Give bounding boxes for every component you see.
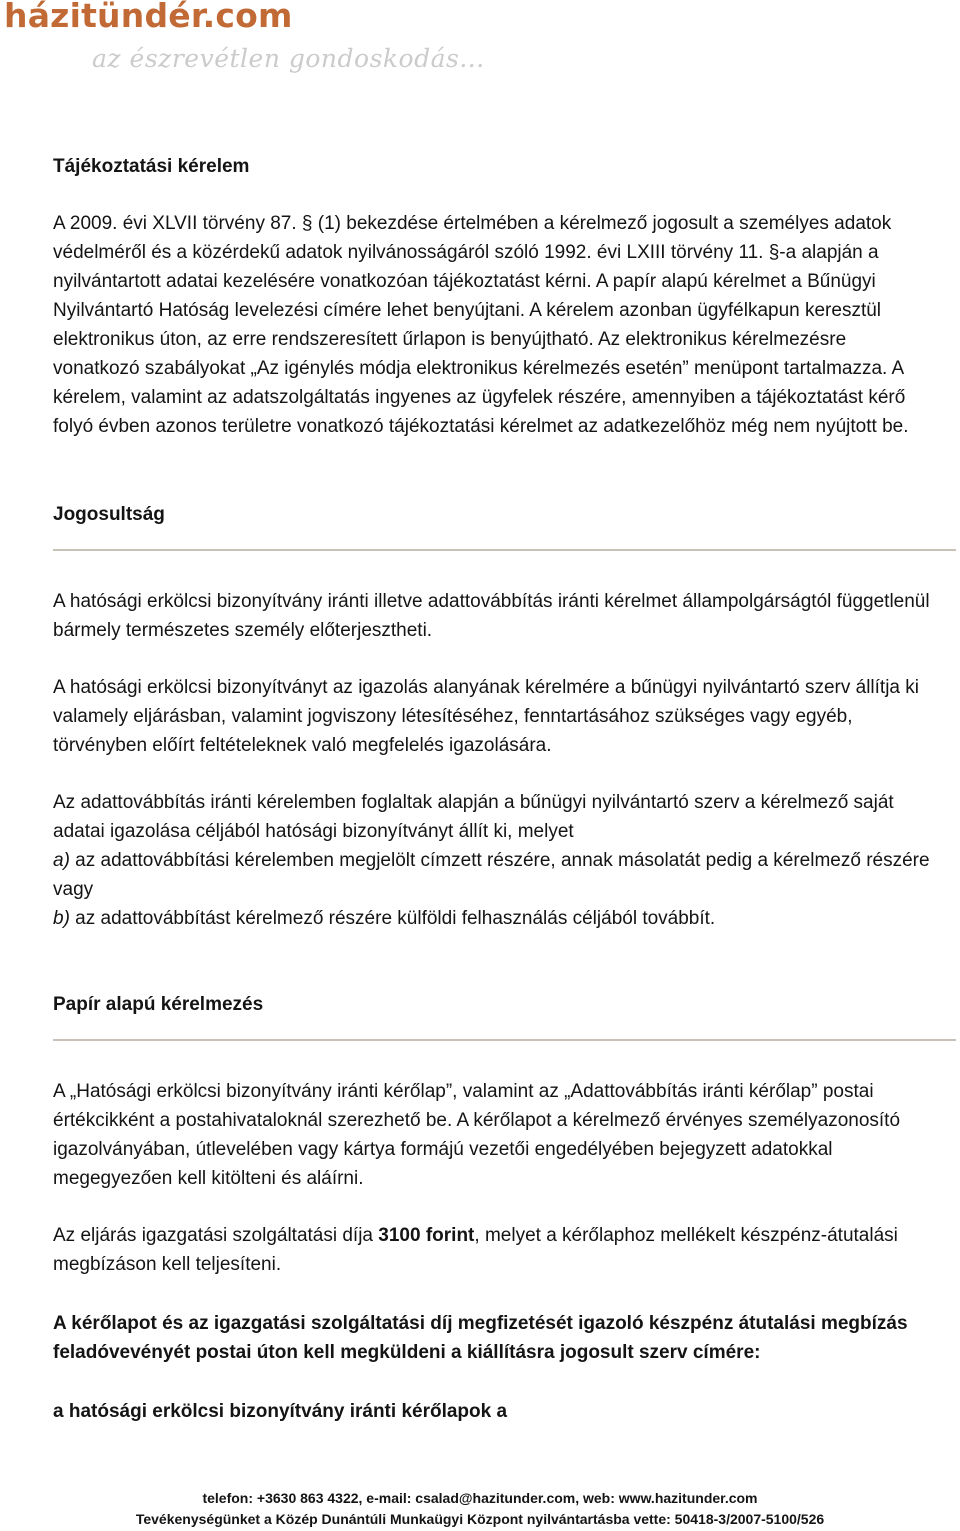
list-marker-b: b) — [53, 908, 70, 929]
fee-paragraph — [53, 1221, 933, 1279]
jogosultsag-paragraph-1: A hatósági erkölcsi bizonyítvány iránti illetve adattovábbítás iránti kérelmet állampolgárságtól függetlenül bármely természetes személy előterjesztheti. — [53, 591, 930, 641]
heading-jogosultsag: Jogosultság — [53, 504, 165, 525]
section-divider-1 — [53, 549, 956, 551]
mailing-address-lead: a hatósági erkölcsi bizonyítvány iránti kérőlapok a — [53, 1401, 508, 1422]
papir-paragraph-1: A „Hatósági erkölcsi bizonyítvány iránti kérőlap”, valamint az „Adattovábbítás iránti kérőlap” postai értékcikként a postahivataloknál szerezhető be. A kérőlapot a kérelmező érvényes személyazonosító igazolványában, útlevelében vagy kártya formájú vezetői engedélyében bejegyzett adatokkal megegyezően kell kitölteni és aláírni. — [53, 1081, 901, 1189]
brand-logo — [0, 0, 485, 80]
jogosultsag-paragraph-3 — [53, 788, 933, 933]
list-marker-a: a) — [53, 850, 70, 871]
list-item-a — [53, 846, 933, 904]
fee-amount: 3100 forint — [378, 1225, 475, 1246]
list-text-a: az adattovábbítási kérelemben megjelölt címzett részére, annak másolatát pedig a kérelmező részére vagy — [53, 850, 930, 900]
footer-contact: telefon: +3630 863 4322, e-mail: csalad@hazitunder.com, web: www.hazitunder.com — [202, 1490, 758, 1506]
brand-tagline: az észrevétlen gondoskodás... — [92, 44, 485, 73]
list-item-b — [53, 904, 933, 933]
section-divider-2 — [53, 1039, 956, 1041]
jogosultsag-paragraph-2: A hatósági erkölcsi bizonyítványt az igazolás alanyának kérelmére a bűnügyi nyilvántartó szerv állítja ki valamely eljárásban, valamint jogviszony létesítéséhez, fenntartásához szükséges vagy egyéb, törvényben előírt feltételeknek való megfelelés igazolására. — [53, 677, 920, 756]
fee-text-after: , melyet a kérőlaphoz mellékelt készpénz-átutalási megbízáson kell teljesíteni. — [53, 1225, 898, 1275]
jogosultsag-paragraph-3-text: Az adattovábbítás iránti kérelemben foglaltak alapján a bűnügyi nyilvántartó szerv a kérelmező saját adatai igazolása céljából hatósági bizonyítványt állít ki, melyet — [53, 792, 894, 842]
intro-paragraph: A 2009. évi XLVII törvény 87. § (1) bekezdése értelmében a kérelmező jogosult a személyes adatok védelméről és a közérdekű adatok nyilvánosságáról szóló 1992. évi LXIII törvény 11. §-a alapján a nyilvántartott adatai kezelésére vonatkozóan tájékoztatást kérni. A papír alapú kérelmet a Bűnügyi Nyilvántartó Hatóság levelezési címére lehet benyújtani. A kérelem azonban ügyfélkapun keresztül elektronikus úton, az erre rendszeresített űrlapon is benyújtható. Az elektronikus kérelmezésre vonatkozó szabályokat „Az igénylés módja elektronikus kérelmezés esetén” menüpont tartalmazza. A kérelem, valamint az adatszolgáltatás ingyenes az ügyfelek részére, amennyiben a tájékoztatást kérő folyó évben azonos területre vonatkozó tájékoztatási kérelmet az adatkezelőhöz még nem nyújtott be. — [53, 213, 909, 437]
list-text-b: az adattovábbítást kérelmező részére külföldi felhasználás céljából továbbít. — [69, 908, 716, 929]
footer-registration: Tevékenységünket a Közép Dunántúli Munkaügyi Központ nyilvántartásba vette: 50418-3/2007-5100/526 — [135, 1511, 825, 1527]
document-title: Tájékoztatási kérelem — [53, 156, 250, 177]
mailing-instruction: A kérőlapot és az igazgatási szolgáltatási díj megfizetését igazoló készpénz átutalási megbízás feladóvevényét postai úton kell megküldeni a kiállításra jogosult szerv címére: — [53, 1313, 908, 1363]
heading-papir: Papír alapú kérelmezés — [53, 994, 264, 1015]
fee-text-before: Az eljárás igazgatási szolgáltatási díja — [53, 1225, 379, 1246]
brand-name: házitündér.com — [4, 0, 293, 35]
